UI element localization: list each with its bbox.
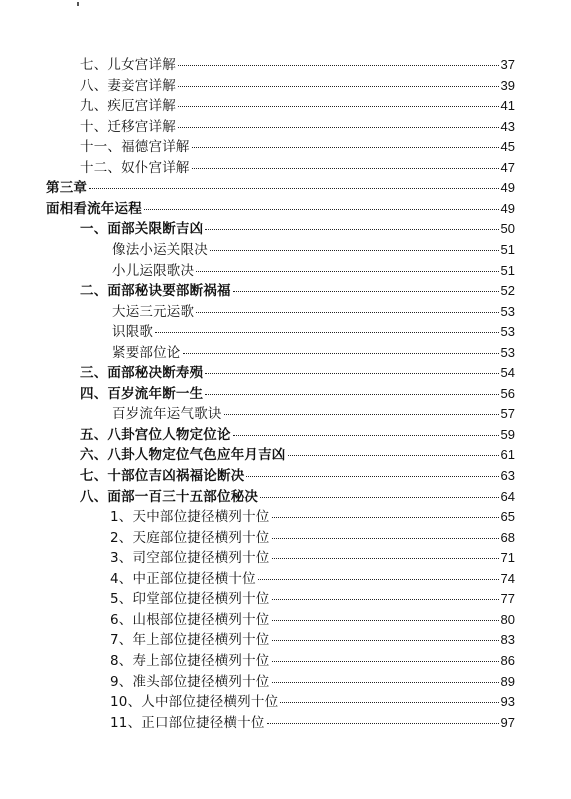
toc-entry[interactable] [110,526,515,546]
toc-entry-page-number: 49 [500,180,515,196]
dot-leader [144,209,499,210]
toc-entry-page-number: 51 [500,262,515,278]
dot-leader [233,435,499,436]
toc-entry-title: 4、中正部位捷径横十位 [110,570,256,587]
dot-leader [267,723,499,724]
toc-entry-page-number: 53 [500,324,515,340]
dot-leader [288,455,499,456]
dot-leader [260,497,498,498]
toc-entry-title: 四、百岁流年断一生 [80,385,204,402]
toc-entry-title: 一、面部关限断吉凶 [80,221,204,238]
toc-entry[interactable] [110,690,515,710]
toc-entry-page-number: 49 [500,200,515,216]
toc-entry[interactable] [112,320,515,340]
toc-entry-page-number: 83 [500,632,515,648]
toc-entry[interactable] [112,300,515,320]
toc-entry-page-number: 41 [500,98,515,114]
toc-entry-page-number: 45 [500,139,515,155]
dot-leader [272,538,499,539]
toc-entry[interactable] [80,485,515,505]
dot-leader [205,229,498,230]
toc-entry[interactable] [110,587,515,607]
toc-entry-title: 大运三元运歌 [112,303,195,320]
toc-entry[interactable] [110,628,515,648]
toc-entry[interactable] [110,505,515,525]
toc-entry-title: 八、妻妾宫详解 [80,77,176,94]
dot-leader [196,312,498,313]
toc-entry[interactable] [80,361,515,381]
dot-leader [272,640,499,641]
dot-leader [196,271,498,272]
toc-entry-page-number: 77 [500,591,515,607]
toc-entry-title: 六、八卦人物定位气色应年月吉凶 [80,447,286,464]
toc-entry-page-number: 65 [500,509,515,525]
toc-entry-page-number: 51 [500,241,515,257]
dot-leader [246,476,498,477]
toc-entry[interactable] [80,443,515,463]
dot-leader [280,702,498,703]
toc-entry-title: 紧要部位论 [112,344,181,361]
toc-entry-page-number: 56 [500,385,515,401]
toc-entry-title: 十、迁移宫详解 [80,118,176,135]
dot-leader [272,599,499,600]
toc-entry[interactable] [80,382,515,402]
toc-entry-page-number: 93 [500,694,515,710]
toc-entry-page-number: 59 [500,426,515,442]
toc-entry-page-number: 43 [500,118,515,134]
toc-entry[interactable] [110,608,515,628]
toc-entry[interactable] [110,670,515,690]
dot-leader [272,620,499,621]
toc-entry[interactable] [46,176,515,196]
toc-entry-page-number: 53 [500,303,515,319]
dot-leader [178,86,499,87]
toc-entry-title: 十一、福德宫详解 [80,139,190,156]
dot-leader [224,414,499,415]
toc-entry-page-number: 97 [500,714,515,730]
toc-entry-title: 面相看流年运程 [46,200,142,217]
toc-entry[interactable] [110,546,515,566]
toc-entry-title: 九、疾厄宫详解 [80,98,176,115]
dot-leader [258,579,499,580]
dot-leader [205,394,498,395]
toc-entry-page-number: 57 [500,406,515,422]
dot-leader [210,250,499,251]
dot-leader [205,373,498,374]
toc-entry-title: 百岁流年运气歌诀 [112,406,222,423]
toc-entry[interactable] [80,464,515,484]
toc-entry-title: 识限歌 [112,324,154,341]
toc-entry-page-number: 89 [500,673,515,689]
toc-entry[interactable] [112,341,515,361]
toc-entry-title: 1、天中部位捷径横列十位 [110,509,270,526]
dot-leader [89,188,498,189]
dot-leader [272,661,499,662]
toc-entry-page-number: 47 [500,159,515,175]
dot-leader [233,291,499,292]
dot-leader [272,682,499,683]
toc-entry[interactable] [46,197,515,217]
toc-entry[interactable] [80,423,515,443]
toc-entry-page-number: 80 [500,611,515,627]
toc-entry[interactable] [80,94,515,114]
dot-leader [272,517,499,518]
toc-entry-page-number: 86 [500,652,515,668]
toc-entry-title: 第三章 [46,180,88,197]
toc-entry-title: 五、八卦宫位人物定位论 [80,426,231,443]
toc-entry-page-number: 64 [500,488,515,504]
dot-leader [192,168,499,169]
toc-entry-title: 七、十部位吉凶祸福论断决 [80,468,245,484]
toc-entry-title: 八、面部一百三十五部位秘决 [80,488,259,505]
toc-entry[interactable] [110,567,515,587]
toc-entry[interactable] [112,402,515,422]
toc-entry-page-number: 68 [500,529,515,545]
dot-leader [192,147,499,148]
toc-entry-title: 三、面部秘决断寿殒 [80,365,204,382]
toc-entry[interactable] [80,217,515,237]
toc-entry[interactable] [110,649,515,669]
toc-entry-title: 5、印堂部位捷径横列十位 [110,591,270,608]
toc-entry-page-number: 39 [500,77,515,93]
toc-entry-title: 二、面部秘诀要部断祸福 [80,283,231,300]
toc-entry-title: 7、年上部位捷径横列十位 [110,632,270,649]
toc-entry[interactable] [80,156,515,176]
toc-entry[interactable] [80,53,515,73]
dot-leader [178,65,499,66]
toc-entry-page-number: 50 [500,221,515,237]
toc-entry-title: 8、寿上部位捷径横列十位 [110,652,270,669]
toc-entry-title: 6、山根部位捷径横列十位 [110,611,270,628]
toc-entry[interactable] [80,115,515,135]
toc-entry[interactable] [110,711,515,731]
dot-leader [155,332,498,333]
dot-leader [178,106,499,107]
toc-entry-title: 2、天庭部位捷径横列十位 [110,529,270,546]
toc-entry-title: 11、正口部位捷径横十位 [110,714,265,731]
toc-entry[interactable] [112,259,515,279]
toc-entry-page-number: 61 [500,447,515,463]
toc-entry-page-number: 53 [500,344,515,360]
scan-mark [77,2,79,6]
toc-entry-page-number: 74 [500,570,515,586]
dot-leader [183,353,499,354]
toc-entry-title: 十二、奴仆宫详解 [80,159,190,176]
toc-entry-page-number: 52 [500,283,515,299]
toc-entry[interactable] [112,238,515,258]
toc-entry[interactable] [80,74,515,94]
toc-entry-title: 10、人中部位捷径横列十位 [110,694,279,711]
toc-entry-page-number: 37 [500,57,515,72]
toc-entry-title: 9、准头部位捷径横列十位 [110,673,270,690]
toc-entry-title: 3、司空部位捷径横列十位 [110,550,270,567]
toc-entry-page-number: 54 [500,365,515,381]
dot-leader [272,558,499,559]
toc-entry-page-number: 71 [500,550,515,566]
toc-entry[interactable] [80,135,515,155]
toc-entry-page-number: 63 [500,468,515,483]
toc-entry-title: 七、儿女宫详解 [80,57,176,73]
toc-entry[interactable] [80,279,515,299]
toc-entry-title: 小儿运限歌决 [112,262,195,279]
toc-entry-title: 像法小运关限决 [112,241,208,258]
dot-leader [178,127,499,128]
